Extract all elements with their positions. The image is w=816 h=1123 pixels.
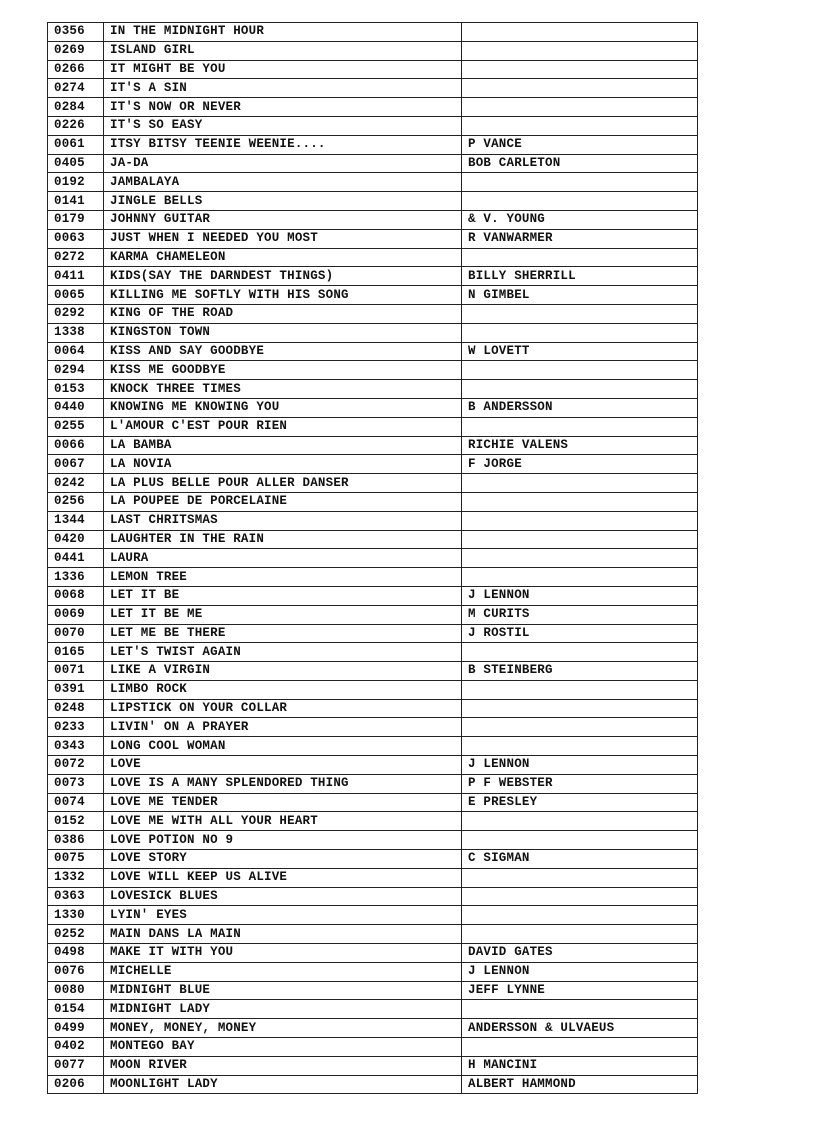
table-row xyxy=(48,586,698,605)
song-title-cell: KING OF THE ROAD xyxy=(104,304,462,323)
song-artist-cell xyxy=(462,474,698,493)
song-artist-cell xyxy=(462,98,698,117)
song-artist-cell: E PRESLEY xyxy=(462,793,698,812)
song-table-body xyxy=(48,23,698,1094)
song-number-cell: 0073 xyxy=(48,774,104,793)
song-number-cell: 0440 xyxy=(48,398,104,417)
song-title-cell: MIDNIGHT LADY xyxy=(104,1000,462,1019)
song-artist-cell: J ROSTIL xyxy=(462,624,698,643)
song-number-cell: 0072 xyxy=(48,756,104,775)
song-number-cell: 0256 xyxy=(48,492,104,511)
song-number-cell: 0074 xyxy=(48,793,104,812)
table-row xyxy=(48,267,698,286)
song-title-cell: MOONLIGHT LADY xyxy=(104,1075,462,1094)
table-row xyxy=(48,981,698,1000)
song-title-cell: JA-DA xyxy=(104,154,462,173)
table-row xyxy=(48,549,698,568)
song-number-cell: 0242 xyxy=(48,474,104,493)
song-artist-cell xyxy=(462,643,698,662)
song-title-cell: ISLAND GIRL xyxy=(104,41,462,60)
song-title-cell: LET IT BE xyxy=(104,586,462,605)
song-artist-cell xyxy=(462,41,698,60)
song-title-cell: LAST CHRITSMAS xyxy=(104,511,462,530)
song-artist-cell xyxy=(462,699,698,718)
song-number-cell: 0274 xyxy=(48,79,104,98)
table-row xyxy=(48,455,698,474)
song-number-cell: 0356 xyxy=(48,23,104,42)
song-number-cell: 0255 xyxy=(48,417,104,436)
song-number-cell: 0080 xyxy=(48,981,104,1000)
song-title-cell: LOVE xyxy=(104,756,462,775)
table-row xyxy=(48,474,698,493)
song-artist-cell xyxy=(462,737,698,756)
song-number-cell: 0420 xyxy=(48,530,104,549)
song-title-cell: L'AMOUR C'EST POUR RIEN xyxy=(104,417,462,436)
song-title-cell: LAURA xyxy=(104,549,462,568)
song-artist-cell xyxy=(462,887,698,906)
table-row xyxy=(48,680,698,699)
song-title-cell: JINGLE BELLS xyxy=(104,192,462,211)
song-artist-cell xyxy=(462,173,698,192)
song-title-cell: IN THE MIDNIGHT HOUR xyxy=(104,23,462,42)
song-title-cell: MIDNIGHT BLUE xyxy=(104,981,462,1000)
song-number-cell: 1338 xyxy=(48,323,104,342)
table-row xyxy=(48,699,698,718)
table-row xyxy=(48,568,698,587)
song-number-cell: 0391 xyxy=(48,680,104,699)
song-number-cell: 0066 xyxy=(48,436,104,455)
song-artist-cell: M CURITS xyxy=(462,605,698,624)
song-title-cell: LA PLUS BELLE POUR ALLER DANSER xyxy=(104,474,462,493)
song-title-cell: MICHELLE xyxy=(104,962,462,981)
song-artist-cell: H MANCINI xyxy=(462,1056,698,1075)
song-number-cell: 0075 xyxy=(48,850,104,869)
song-title-cell: ITSY BITSY TEENIE WEENIE.... xyxy=(104,135,462,154)
table-row xyxy=(48,79,698,98)
song-number-cell: 0402 xyxy=(48,1038,104,1057)
song-title-cell: KNOCK THREE TIMES xyxy=(104,380,462,399)
song-artist-cell: BOB CARLETON xyxy=(462,154,698,173)
song-number-cell: 0179 xyxy=(48,210,104,229)
song-title-cell: KINGSTON TOWN xyxy=(104,323,462,342)
song-title-cell: JUST WHEN I NEEDED YOU MOST xyxy=(104,229,462,248)
song-number-cell: 0064 xyxy=(48,342,104,361)
table-row xyxy=(48,793,698,812)
table-row xyxy=(48,60,698,79)
song-title-cell: LYIN' EYES xyxy=(104,906,462,925)
song-title-cell: LOVE ME WITH ALL YOUR HEART xyxy=(104,812,462,831)
song-number-cell: 0284 xyxy=(48,98,104,117)
table-row xyxy=(48,98,698,117)
song-number-cell: 1330 xyxy=(48,906,104,925)
table-row xyxy=(48,323,698,342)
table-row xyxy=(48,850,698,869)
song-artist-cell xyxy=(462,116,698,135)
song-title-cell: KNOWING ME KNOWING YOU xyxy=(104,398,462,417)
table-row xyxy=(48,530,698,549)
song-artist-cell: DAVID GATES xyxy=(462,944,698,963)
table-row xyxy=(48,248,698,267)
song-title-cell: LIKE A VIRGIN xyxy=(104,662,462,681)
song-number-cell: 0206 xyxy=(48,1075,104,1094)
table-row xyxy=(48,774,698,793)
song-number-cell: 0061 xyxy=(48,135,104,154)
table-row xyxy=(48,286,698,305)
song-artist-cell xyxy=(462,906,698,925)
song-title-cell: IT MIGHT BE YOU xyxy=(104,60,462,79)
table-row xyxy=(48,737,698,756)
song-artist-cell xyxy=(462,23,698,42)
table-row xyxy=(48,887,698,906)
song-number-cell: 1344 xyxy=(48,511,104,530)
song-title-cell: LOVE IS A MANY SPLENDORED THING xyxy=(104,774,462,793)
song-title-cell: LOVE ME TENDER xyxy=(104,793,462,812)
song-number-cell: 0252 xyxy=(48,925,104,944)
song-number-cell: 0069 xyxy=(48,605,104,624)
song-title-cell: IT'S NOW OR NEVER xyxy=(104,98,462,117)
song-number-cell: 0077 xyxy=(48,1056,104,1075)
song-title-cell: LIVIN' ON A PRAYER xyxy=(104,718,462,737)
song-artist-cell xyxy=(462,568,698,587)
song-number-cell: 0343 xyxy=(48,737,104,756)
song-artist-cell xyxy=(462,812,698,831)
song-title-cell: MONEY, MONEY, MONEY xyxy=(104,1019,462,1038)
table-row xyxy=(48,662,698,681)
table-row xyxy=(48,925,698,944)
song-title-cell: LET'S TWIST AGAIN xyxy=(104,643,462,662)
song-number-cell: 0226 xyxy=(48,116,104,135)
song-title-cell: LA NOVIA xyxy=(104,455,462,474)
song-number-cell: 0386 xyxy=(48,831,104,850)
song-number-cell: 0165 xyxy=(48,643,104,662)
song-title-cell: LEMON TREE xyxy=(104,568,462,587)
song-title-cell: LA POUPEE DE PORCELAINE xyxy=(104,492,462,511)
table-row xyxy=(48,605,698,624)
table-row xyxy=(48,831,698,850)
song-title-cell: LIMBO ROCK xyxy=(104,680,462,699)
table-row xyxy=(48,492,698,511)
song-number-cell: 0411 xyxy=(48,267,104,286)
song-artist-cell: BILLY SHERRILL xyxy=(462,267,698,286)
song-artist-cell xyxy=(462,1000,698,1019)
song-artist-cell xyxy=(462,361,698,380)
table-row xyxy=(48,962,698,981)
song-artist-cell: N GIMBEL xyxy=(462,286,698,305)
song-artist-cell: & V. YOUNG xyxy=(462,210,698,229)
song-title-cell: LOVESICK BLUES xyxy=(104,887,462,906)
table-row xyxy=(48,624,698,643)
song-title-cell: MAIN DANS LA MAIN xyxy=(104,925,462,944)
song-title-cell: LA BAMBA xyxy=(104,436,462,455)
song-title-cell: JOHNNY GUITAR xyxy=(104,210,462,229)
song-artist-cell: W LOVETT xyxy=(462,342,698,361)
song-artist-cell: C SIGMAN xyxy=(462,850,698,869)
song-title-cell: MONTEGO BAY xyxy=(104,1038,462,1057)
song-number-cell: 0068 xyxy=(48,586,104,605)
table-row xyxy=(48,229,698,248)
song-artist-cell: B STEINBERG xyxy=(462,662,698,681)
song-number-cell: 0070 xyxy=(48,624,104,643)
song-number-cell: 1336 xyxy=(48,568,104,587)
table-row xyxy=(48,944,698,963)
song-artist-cell: RICHIE VALENS xyxy=(462,436,698,455)
song-title-cell: KILLING ME SOFTLY WITH HIS SONG xyxy=(104,286,462,305)
table-row xyxy=(48,304,698,323)
song-artist-cell xyxy=(462,79,698,98)
song-artist-cell: R VANWARMER xyxy=(462,229,698,248)
song-title-cell: MOON RIVER xyxy=(104,1056,462,1075)
song-title-cell: LOVE WILL KEEP US ALIVE xyxy=(104,868,462,887)
song-artist-cell xyxy=(462,304,698,323)
table-row xyxy=(48,210,698,229)
song-artist-cell: J LENNON xyxy=(462,756,698,775)
song-artist-cell: ALBERT HAMMOND xyxy=(462,1075,698,1094)
song-artist-cell xyxy=(462,417,698,436)
song-artist-cell: P F WEBSTER xyxy=(462,774,698,793)
song-number-cell: 0441 xyxy=(48,549,104,568)
song-artist-cell xyxy=(462,718,698,737)
song-title-cell: LIPSTICK ON YOUR COLLAR xyxy=(104,699,462,718)
table-row xyxy=(48,1000,698,1019)
table-row xyxy=(48,511,698,530)
song-number-cell: 0269 xyxy=(48,41,104,60)
song-table xyxy=(47,22,698,1094)
song-artist-cell: ANDERSSON & ULVAEUS xyxy=(462,1019,698,1038)
song-number-cell: 0065 xyxy=(48,286,104,305)
song-number-cell: 0233 xyxy=(48,718,104,737)
song-number-cell: 0498 xyxy=(48,944,104,963)
song-number-cell: 0499 xyxy=(48,1019,104,1038)
song-number-cell: 0248 xyxy=(48,699,104,718)
song-title-cell: LOVE POTION NO 9 xyxy=(104,831,462,850)
song-title-cell: KARMA CHAMELEON xyxy=(104,248,462,267)
table-row xyxy=(48,756,698,775)
song-artist-cell xyxy=(462,680,698,699)
table-row xyxy=(48,1038,698,1057)
table-row xyxy=(48,116,698,135)
song-artist-cell xyxy=(462,60,698,79)
song-title-cell: IT'S SO EASY xyxy=(104,116,462,135)
song-number-cell: 0363 xyxy=(48,887,104,906)
song-artist-cell xyxy=(462,868,698,887)
song-artist-cell xyxy=(462,530,698,549)
song-artist-cell xyxy=(462,1038,698,1057)
table-row xyxy=(48,1019,698,1038)
song-title-cell: KISS AND SAY GOODBYE xyxy=(104,342,462,361)
song-artist-cell xyxy=(462,192,698,211)
song-number-cell: 0405 xyxy=(48,154,104,173)
song-title-cell: IT'S A SIN xyxy=(104,79,462,98)
table-row xyxy=(48,173,698,192)
song-number-cell: 1332 xyxy=(48,868,104,887)
song-number-cell: 0272 xyxy=(48,248,104,267)
table-row xyxy=(48,812,698,831)
song-number-cell: 0294 xyxy=(48,361,104,380)
table-row xyxy=(48,436,698,455)
song-number-cell: 0152 xyxy=(48,812,104,831)
song-list-page xyxy=(47,22,698,1094)
song-number-cell: 0153 xyxy=(48,380,104,399)
song-number-cell: 0067 xyxy=(48,455,104,474)
song-artist-cell: JEFF LYNNE xyxy=(462,981,698,1000)
table-row xyxy=(48,906,698,925)
song-artist-cell xyxy=(462,323,698,342)
song-artist-cell xyxy=(462,492,698,511)
song-number-cell: 0192 xyxy=(48,173,104,192)
table-row xyxy=(48,41,698,60)
table-row xyxy=(48,1056,698,1075)
song-title-cell: LET ME BE THERE xyxy=(104,624,462,643)
table-row xyxy=(48,417,698,436)
table-row xyxy=(48,154,698,173)
table-row xyxy=(48,1075,698,1094)
table-row xyxy=(48,398,698,417)
song-number-cell: 0266 xyxy=(48,60,104,79)
table-row xyxy=(48,718,698,737)
song-artist-cell xyxy=(462,925,698,944)
table-row xyxy=(48,23,698,42)
table-row xyxy=(48,380,698,399)
song-number-cell: 0154 xyxy=(48,1000,104,1019)
song-number-cell: 0076 xyxy=(48,962,104,981)
song-artist-cell: B ANDERSSON xyxy=(462,398,698,417)
table-row xyxy=(48,643,698,662)
song-artist-cell xyxy=(462,549,698,568)
song-title-cell: LONG COOL WOMAN xyxy=(104,737,462,756)
song-artist-cell: F JORGE xyxy=(462,455,698,474)
song-artist-cell xyxy=(462,380,698,399)
table-row xyxy=(48,342,698,361)
song-title-cell: LAUGHTER IN THE RAIN xyxy=(104,530,462,549)
song-number-cell: 0292 xyxy=(48,304,104,323)
song-number-cell: 0141 xyxy=(48,192,104,211)
song-title-cell: KISS ME GOODBYE xyxy=(104,361,462,380)
song-artist-cell: P VANCE xyxy=(462,135,698,154)
song-number-cell: 0071 xyxy=(48,662,104,681)
song-artist-cell: J LENNON xyxy=(462,586,698,605)
song-title-cell: LOVE STORY xyxy=(104,850,462,869)
song-title-cell: KIDS(SAY THE DARNDEST THINGS) xyxy=(104,267,462,286)
song-artist-cell: J LENNON xyxy=(462,962,698,981)
table-row xyxy=(48,361,698,380)
song-title-cell: JAMBALAYA xyxy=(104,173,462,192)
table-row xyxy=(48,135,698,154)
song-artist-cell xyxy=(462,831,698,850)
table-row xyxy=(48,192,698,211)
song-title-cell: MAKE IT WITH YOU xyxy=(104,944,462,963)
song-number-cell: 0063 xyxy=(48,229,104,248)
table-row xyxy=(48,868,698,887)
song-artist-cell xyxy=(462,248,698,267)
song-artist-cell xyxy=(462,511,698,530)
song-title-cell: LET IT BE ME xyxy=(104,605,462,624)
